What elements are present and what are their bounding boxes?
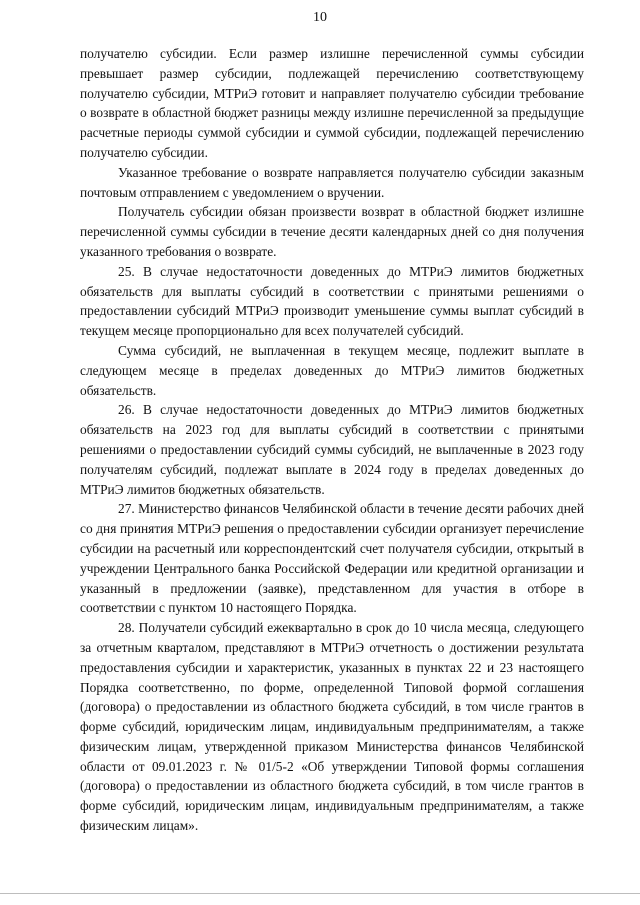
paragraph-refund-requirement: Указанное требование о возврате направляется получателю субсидии заказным почтовым отправлением с уведомлением о вручении. <box>80 164 584 200</box>
paragraph-item-28: 28. Получатели субсидий ежеквартально в срок до 10 числа месяца, следующего за отчетным кварталом, представляют в МТРиЭ отчетность о достижении результата предоставления субсидии и характеристик, указанных в пунктах 22 и 23 настоящего Порядка соответственно, по форме, определенной Типовой формой соглашения (договора) о предоставлении из областного бюджета субсидий, в том числе грантов в форме субсидий, юридическим лицам, индивидуальным предпринимателям, а также физическим лицам, утвержденной приказом Министерства финансов Челябинской области от 09.01.2023 г. № 01/5-2 «Об утверждении Типовой формы соглашения (договора) о предоставлении из областного бюджета субсидий, в том числе грантов в форме субсидий, юридическим лицам, индивидуальным предпринимателям, а также физическим лицам». <box>80 620 584 834</box>
document-body <box>80 44 584 836</box>
paragraph-item-26: 26. В случае недостаточности доведенных до МТРиЭ лимитов бюджетных обязательств на 2023 год для выплаты субсидий в соответствии с принятыми решениями о предоставлении субсидий суммы субсидий, не выплаченные в 2023 году получателям субсидий, подлежат выплате в 2024 году в пределах доведенных до МТРиЭ лимитов бюджетных обязательств. <box>80 402 584 497</box>
page-number: 10 <box>313 10 327 25</box>
paragraph-item-25: 25. В случае недостаточности доведенных до МТРиЭ лимитов бюджетных обязательств для выплаты субсидий в соответствии с принятыми решениями о предоставлении субсидий МТРиЭ производит уменьшение суммы выплат субсидий в текущем месяце пропорционально для всех получателей субсидий. <box>80 263 584 339</box>
paragraph-refund-obligation: Получатель субсидии обязан произвести возврат в областной бюджет излишне перечисленной суммы субсидии в течение десяти календарных дней со дня получения указанного требования о возврате. <box>80 204 584 259</box>
paragraph-item-27: 27. Министерство финансов Челябинской области в течение десяти рабочих дней со дня принятия МТРиЭ решения о предоставлении субсидии организует перечисление субсидии на расчетный или корреспондентский счет получателя субсидии, открытый в учреждении Центрального банка Российской Федерации или кредитной организации и указанный в предложении (заявке), представленном для участия в отборе в соответствии с пунктом 10 настоящего Порядка. <box>80 501 584 616</box>
bottom-divider <box>0 893 640 894</box>
paragraph-continuation: получателю субсидии. Если размер излишне перечисленной суммы субсидии превышает размер субсидии, подлежащей перечислению соответствующему получателю субсидии, МТРиЭ готовит и направляет получателю субсидии требование о возврате в областной бюджет разницы между излишне перечисленной за предыдущие расчетные периоды суммой субсидии и суммой субсидии, подлежащей перечислению получателю субсидии. <box>80 46 584 160</box>
paragraph-unpaid-subsidy: Сумма субсидий, не выплаченная в текущем месяце, подлежит выплате в следующем месяце в пределах доведенных до МТРиЭ лимитов бюджетных обязательств. <box>80 342 584 398</box>
